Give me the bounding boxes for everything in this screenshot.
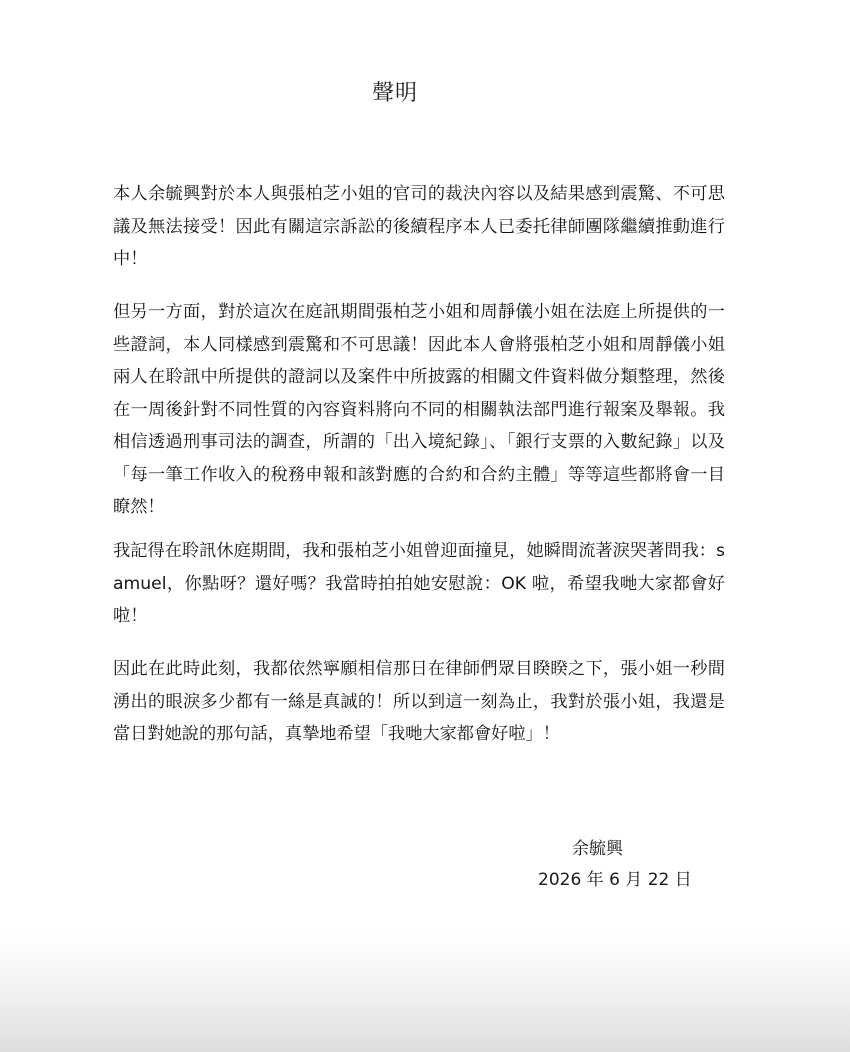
document-title: 聲明 xyxy=(371,81,418,106)
signature-date: 2026 年 6 月 22 日 xyxy=(538,870,692,890)
bottom-shadow xyxy=(0,932,850,1052)
paragraph-4: 因此在此時此刻，我都依然寧願相信那日在律師們眾目睽睽之下，張小姐一秒間湧出的眼淚多少都有一絲是真誠的！所以到這一刻為止，我對於張小姐，我還是當日對她說的那句話，真摯地希望「我哋大家都會好啦」！ xyxy=(113,659,725,744)
signature-name: 余毓興 xyxy=(572,839,623,859)
paragraph-2: 但另一方面，對於這次在庭訊期間張柏芝小姐和周靜儀小姐在法庭上所提供的一些證詞，本人同樣感到震驚和不可思議！因此本人會將張柏芝小姐和周靜儀小姐兩人在聆訊中所提供的證詞以及案件中所披露的相關文件資料做分類整理，然後在一周後針對不同性質的內容資料將向不同的相關執法部門進行報案及舉報。我相信透過刑事司法的調查，所謂的「出入境紀錄」、「銀行支票的入數紀錄」以及「每一筆工作收入的稅務申報和該對應的合約和合約主體」等等這些都將會一目瞭然！ xyxy=(113,302,725,517)
paragraph-1: 本人余毓興對於本人與張柏芝小姐的官司的裁決內容以及結果感到震驚、不可思議及無法接受！因此有關這宗訴訟的後續程序本人已委托律師團隊繼續推動進行中！ xyxy=(113,184,725,269)
paragraph-3: 我記得在聆訊休庭期間，我和張柏芝小姐曾迎面撞見，她瞬間流著淚哭著問我：samuel，你點呀？還好嗎？我當時拍拍她安慰說：OK 啦，希望我哋大家都會好啦！ xyxy=(113,541,725,626)
